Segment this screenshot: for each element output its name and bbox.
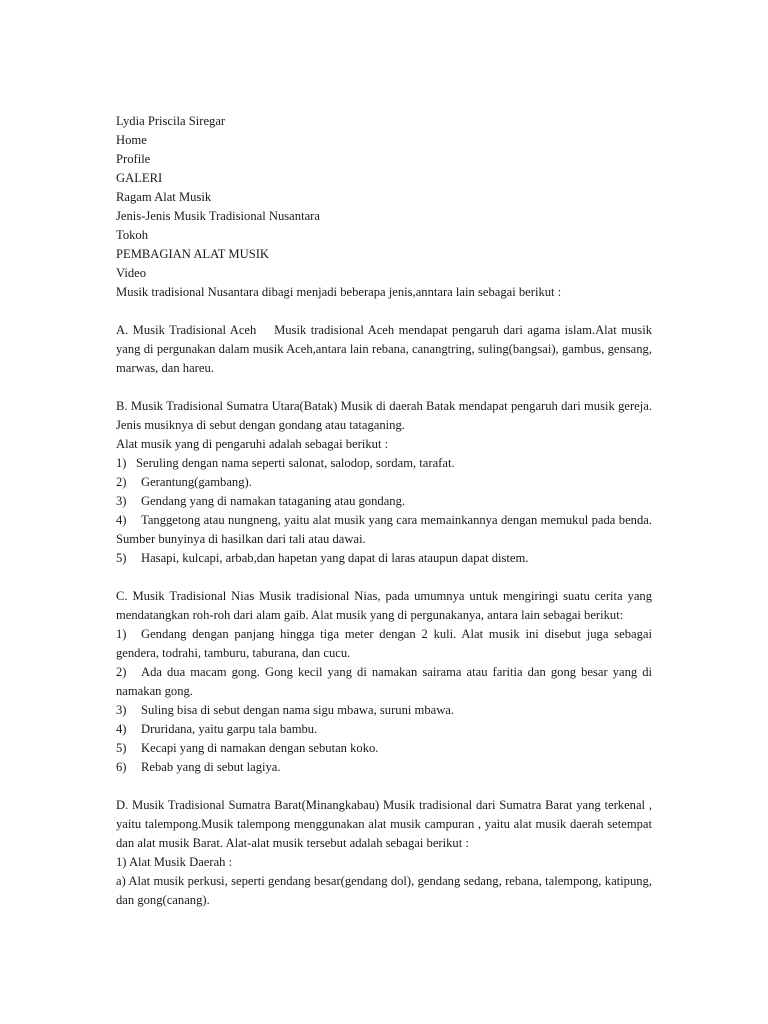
nav-video: Video <box>116 266 147 280</box>
section-b-subtitle: Alat musik yang di pengaruhi adalah sebagai berikut : <box>116 437 389 451</box>
list-item: 3) Suling bisa di sebut dengan nama sigu mbawa, suruni mbawa. <box>116 703 455 717</box>
document-page <box>116 112 656 910</box>
list-item: 4) Tanggetong atau nungneng, yaitu alat musik yang cara memainkannya dengan memukul pada benda. Sumber bunyinya di hasilkan dari tali atau dawai. <box>116 513 652 546</box>
nav-profile: Profile <box>116 152 151 166</box>
list-item: 2) Ada dua macam gong. Gong kecil yang di namakan sairama atau faritia dan gong besar yang di namakan gong. <box>116 665 652 698</box>
section-d-item-a: a) Alat musik perkusi, seperti gendang besar(gendang dol), gendang sedang, rebana, talempong, katipung, dan gong(canang). <box>116 874 652 907</box>
section-b-text: B. Musik Tradisional Sumatra Utara(Batak) Musik di daerah Batak mendapat pengaruh dari musik gereja. Jenis musiknya di sebut dengan gondang atau tataganing. <box>116 399 652 432</box>
list-item: 4) Druridana, yaitu garpu tala bambu. <box>116 722 318 736</box>
spacer <box>116 302 652 321</box>
nav-tokoh: Tokoh <box>116 228 149 242</box>
nav-jenis: Jenis-Jenis Musik Tradisional Nusantara <box>116 209 320 223</box>
list-item: 5) Hasapi, kulcapi, arbab,dan hapetan yang dapat di laras ataupun dapat distem. <box>116 551 529 565</box>
section-a-text: A. Musik Tradisional Aceh Musik tradisional Aceh mendapat pengaruh dari agama islam.Alat musik yang di pergunakan dalam musik Aceh,antara lain rebana, canangtring, suling(bangsai), gambus, gensang, marwas, dan hareu. <box>116 323 656 375</box>
spacer <box>116 777 652 796</box>
nav-pembagian: PEMBAGIAN ALAT MUSIK <box>116 247 270 261</box>
spacer <box>116 378 652 397</box>
nav-home: Home <box>116 133 147 147</box>
nav-galeri: GALERI <box>116 171 163 185</box>
nav-ragam: Ragam Alat Musik <box>116 190 212 204</box>
list-item: 1) Gendang dengan panjang hingga tiga meter dengan 2 kuli. Alat musik ini disebut juga sebagai gendera, todrahi, tamburu, taburana, dan cucu. <box>116 627 652 660</box>
list-item: 5) Kecapi yang di namakan dengan sebutan koko. <box>116 741 379 755</box>
list-item: 2) Gerantung(gambang). <box>116 475 252 489</box>
section-c-text: C. Musik Tradisional Nias Musik tradisional Nias, pada umumnya untuk mengiringi suatu cerita yang mendatangkan roh-roh dari alam gaib. Alat musik yang di pergunakanya, antara lain sebagai berikut: <box>116 589 652 622</box>
list-item: 1) Seruling dengan nama seperti salonat, salodop, sordam, tarafat. <box>116 456 455 470</box>
author-name: Lydia Priscila Siregar <box>116 114 226 128</box>
section-d-subtitle: 1) Alat Musik Daerah : <box>116 855 233 869</box>
spacer <box>116 568 652 587</box>
section-d-text: D. Musik Tradisional Sumatra Barat(Minangkabau) Musik tradisional dari Sumatra Barat yang terkenal , yaitu talempong.Musik talempong menggunakan alat musik campuran , yaitu alat musik daerah setempat dan alat musik Barat. Alat-alat musik tersebut adalah sebagai berikut : <box>116 798 652 850</box>
intro-text: Musik tradisional Nusantara dibagi menjadi beberapa jenis,anntara lain sebagai berikut : <box>116 285 562 299</box>
list-item: 3) Gendang yang di namakan tataganing atau gondang. <box>116 494 406 508</box>
list-item: 6) Rebab yang di sebut lagiya. <box>116 760 281 774</box>
